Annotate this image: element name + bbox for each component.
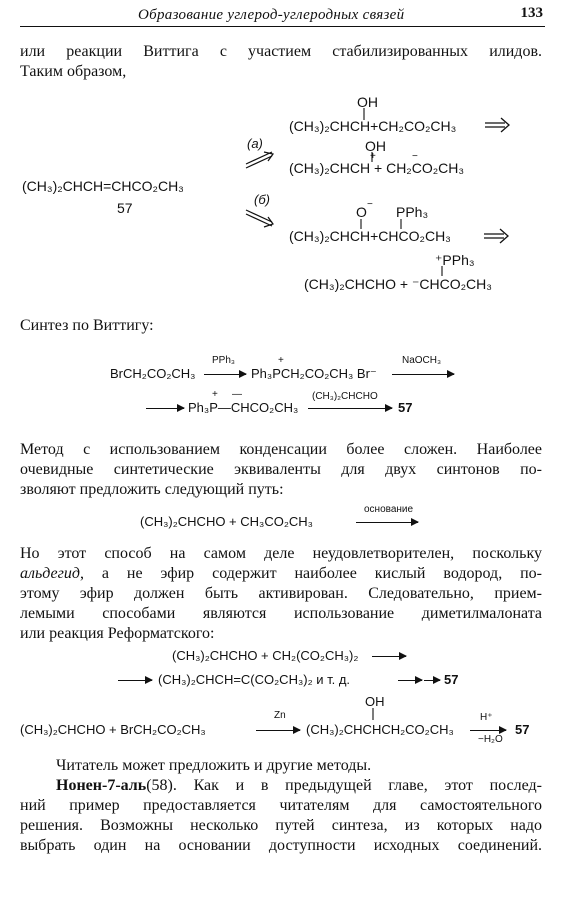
reaction-arrow bbox=[372, 656, 406, 657]
text-line: решения. Возможны несколько путей синтеза, из которых надо bbox=[20, 817, 542, 834]
intermediate: (CH₃)₂CHCH=C(CO₂CH₃)₂ и т. д. bbox=[158, 672, 351, 687]
compound-name: Нонен-7-аль bbox=[56, 777, 147, 794]
reagent-label: −H₂O bbox=[478, 734, 503, 745]
bond bbox=[371, 708, 375, 720]
compound-number: 57 bbox=[515, 722, 530, 737]
reaction-arrow bbox=[118, 680, 152, 681]
reaction-arrow bbox=[356, 522, 418, 523]
text-line bbox=[56, 776, 542, 796]
reactants: (CH₃)₂CHCHO + CH₃CO₂CH₃ bbox=[140, 514, 313, 529]
synthon-a1: (CH₃)₂CHCH+CH₂CO₂CH₃ bbox=[289, 118, 457, 134]
path-label-b: (б) bbox=[254, 192, 270, 207]
scheme-start: (CH₃)₂CHCH=CHCO₂CH₃ bbox=[22, 178, 184, 194]
reaction-arrow bbox=[424, 680, 440, 681]
reactant: BrCH₂CO₂CH₃ bbox=[110, 366, 196, 381]
reagent-label: NaOCH₃ bbox=[402, 355, 442, 366]
section-heading: Синтез по Виттигу: bbox=[20, 317, 154, 334]
path-label-a: (a) bbox=[247, 136, 263, 151]
double-arrow-up bbox=[244, 150, 276, 172]
bond bbox=[440, 266, 444, 276]
charge-minus: − bbox=[367, 199, 373, 210]
text-line: ний пример предоставляется читателям для самостоятельного bbox=[20, 797, 542, 814]
compound-number: 57 bbox=[444, 672, 459, 687]
charge-plus: + bbox=[370, 151, 376, 162]
page-number: 133 bbox=[520, 5, 543, 21]
reagent-label: H⁺ bbox=[480, 712, 493, 723]
retro-arrow-icon bbox=[485, 117, 513, 133]
compound-number: 57 bbox=[398, 400, 413, 415]
reactants: (CH₃)₂CHCHO + BrCH₂CO₂CH₃ bbox=[20, 722, 206, 737]
hydroxy-ester: (CH₃)₂CHCHCH₂CO₂CH₃ bbox=[306, 722, 454, 737]
text-line: этому эфир должен быть активирован. Следовательно, прием- bbox=[20, 585, 542, 602]
retro-arrow-icon bbox=[484, 228, 512, 244]
hydroxyl-label: OH bbox=[365, 138, 386, 154]
text-line bbox=[20, 564, 542, 584]
compound-number: 57 bbox=[117, 200, 133, 216]
text-line: Метод с использованием конденсации более сложен. Наиболее bbox=[20, 441, 542, 458]
hydroxyl-label: OH bbox=[357, 94, 378, 110]
running-header bbox=[20, 4, 545, 27]
synthon-b1: (CH₃)₂CHCH+CHCO₂CH₃ bbox=[289, 228, 451, 244]
hydroxyl-label: OH bbox=[365, 694, 385, 709]
reagent-label: основание bbox=[364, 504, 414, 515]
reactants: (CH₃)₂CHCHO + CH₂(CO₂CH₃)₂ bbox=[172, 648, 359, 663]
synthon-b2: (CH₃)₂CHCHO + ⁻CHCO₂CH₃ bbox=[304, 276, 492, 292]
text-line: выбрать один на основании доступности исходных соединений. bbox=[20, 837, 542, 854]
emphasis: альдегид bbox=[20, 565, 80, 582]
reaction-arrow bbox=[146, 408, 184, 409]
charge-plus: + bbox=[278, 355, 284, 366]
reagent-label: Zn bbox=[274, 710, 286, 721]
text-line: или реакция Реформатского: bbox=[20, 625, 215, 642]
phosphonium-label: PPh₃ bbox=[396, 204, 429, 220]
text-line: Читатель может предложить и другие методы. bbox=[56, 757, 372, 774]
charge-minus: — bbox=[232, 389, 242, 400]
reaction-arrow bbox=[256, 730, 300, 731]
reagent-label: (CH₃)₂CHCHO bbox=[312, 391, 378, 402]
text-line: очевидные синтетические эквиваленты для двух синтонов по- bbox=[20, 461, 542, 478]
reaction-arrow bbox=[470, 730, 506, 731]
synthon-a2: (CH₃)₂CHCH + CH₂CO₂CH₃ bbox=[289, 160, 465, 176]
double-arrow-down bbox=[244, 208, 276, 230]
reaction-arrow bbox=[308, 408, 392, 409]
text-line: зволяют предложить следующий путь: bbox=[20, 481, 284, 498]
text-line: Таким образом, bbox=[20, 63, 127, 80]
text-line: или реакции Виттига с участием стабилизированных илидов. bbox=[20, 43, 542, 60]
text-line: Но этот способ на самом деле неудовлетворителен, поскольку bbox=[20, 545, 542, 562]
phosphonium-label: ⁺PPh₃ bbox=[435, 252, 475, 268]
text-line: лемыми способами являются использование диметилмалоната bbox=[20, 605, 542, 622]
charge-plus: + bbox=[212, 389, 218, 400]
ylide: Ph₃P—CHCO₂CH₃ bbox=[188, 400, 299, 415]
phosphonium-salt: Ph₃PCH₂CO₂CH₃ Br⁻ bbox=[251, 366, 377, 381]
oxygen-label: O bbox=[356, 204, 367, 220]
reagent-label: PPh₃ bbox=[212, 355, 235, 366]
reaction-arrow bbox=[392, 374, 454, 375]
text-fragment: (58). Как и в предыдущей главе, этот послед- bbox=[146, 777, 542, 794]
text-fragment: , а не эфир содержит наиболее кислый водород, по- bbox=[79, 565, 542, 582]
reaction-arrow bbox=[204, 374, 246, 375]
running-title: Образование углерод-углеродных связей bbox=[138, 7, 405, 23]
reaction-arrow bbox=[398, 680, 422, 681]
charge-minus: − bbox=[412, 151, 418, 162]
